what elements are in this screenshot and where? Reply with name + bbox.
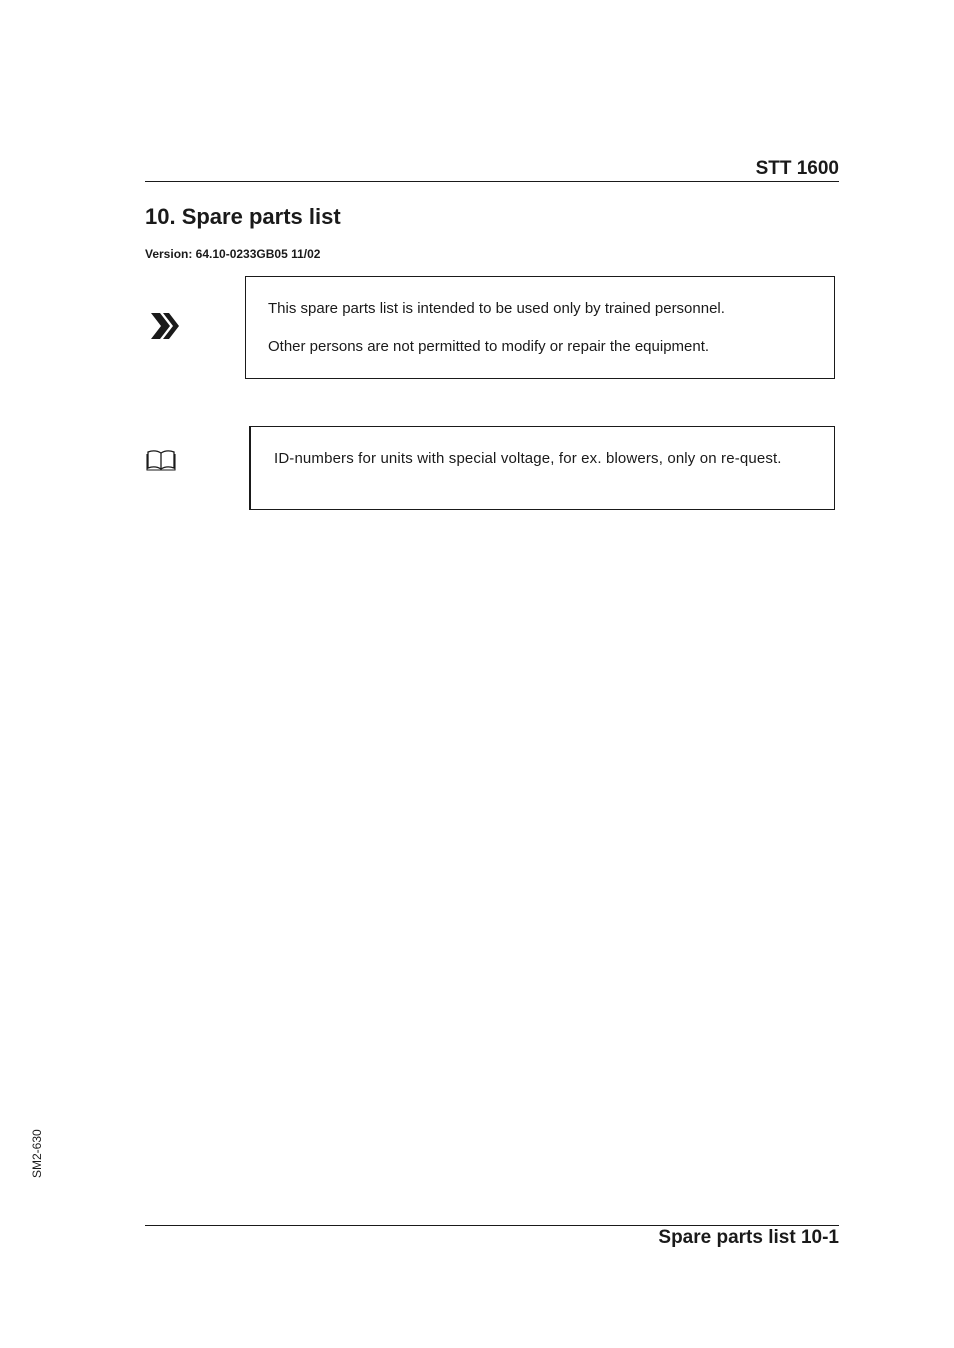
- version-line: Version: 64.10-0233GB05 11/02: [145, 247, 321, 261]
- warning-note-line-1: This spare parts list is intended to be used only by trained personnel.: [268, 300, 725, 317]
- header-rule: [145, 181, 839, 182]
- footer-rule: [145, 1225, 839, 1226]
- header-product-title: STT 1600: [755, 158, 839, 179]
- info-note-text: ID-numbers for units with special voltage, for ex. blowers, only on re-quest.: [274, 450, 782, 467]
- chapter-title: 10. Spare parts list: [145, 204, 341, 229]
- footer-page-label: Spare parts list 10-1: [658, 1227, 839, 1248]
- double-chevron-right-icon: [148, 311, 180, 341]
- warning-note-box: [245, 276, 835, 379]
- warning-note-line-2: Other persons are not permitted to modify or repair the equipment.: [268, 338, 710, 355]
- open-book-icon: [146, 449, 176, 471]
- document-code: SM2-630: [30, 1129, 44, 1178]
- info-note-box: [249, 426, 835, 510]
